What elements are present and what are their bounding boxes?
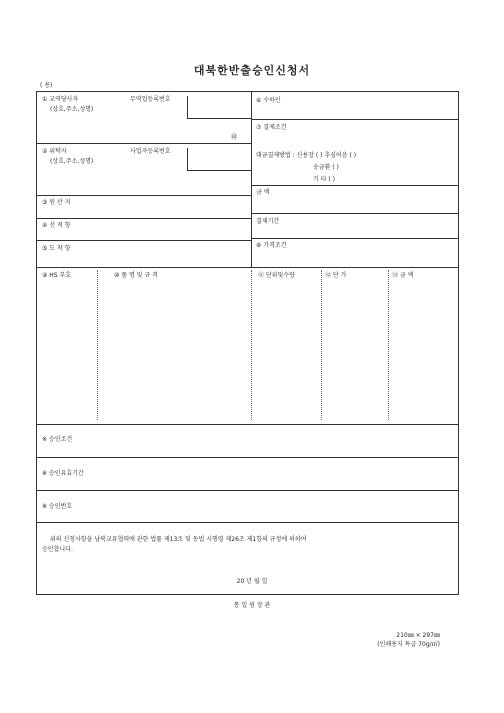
approval-conditions-label: ※ 승인조건 (42, 436, 73, 443)
delegate-label: ② 위탁자 (42, 148, 67, 155)
declaration-line1: 위의 신청사항을 남북교류협력에 관한 법률 제13조 및 동법 시행령 제26조 제1항의 규정에 의하여 (50, 536, 307, 543)
arrival-port-label: ⑤ 도 착 항 (42, 245, 71, 252)
hs-code-header: ⑨ HS 부호 (42, 272, 72, 279)
unit-price-header: ⑫ 단 가 (325, 272, 347, 279)
approval-number-label: ※ 승인번호 (42, 503, 73, 510)
payment-period-label: 결제기간 (256, 218, 280, 225)
payment-terms-label: ⑦ 결제조건 (256, 124, 287, 131)
other-label: 기 타 ( ) (313, 176, 335, 183)
trader-sub: (상호,주소,성명) (50, 106, 94, 113)
name-spec-header: ⑩ 품 명 및 규 격 (114, 272, 158, 279)
biz-reg-no-label: 사업자등록번호 (130, 148, 171, 155)
origin-label: ③ 원 산 지 (42, 199, 71, 206)
loading-port-label: ④ 선 적 항 (42, 222, 71, 229)
copy-label: ( 용) (40, 82, 53, 89)
seal-mark: ㊞ (231, 134, 238, 141)
declaration-line2: 승인합니다. (42, 546, 73, 553)
declaration-date: 20 년 월 일 (236, 578, 268, 585)
approval-validity-label: ※ 승인유효기간 (42, 470, 84, 477)
trader-label: ① 교역당사자 (42, 96, 79, 103)
payment-method-label: 대금결제방법 : 신용장 ( ) 추심어음 ( ) (256, 152, 357, 159)
price-terms-label: ⑧ 가격조건 (256, 242, 287, 249)
consignee-label: ⑥ 수하인 (256, 97, 281, 104)
amount-label: 금 액 (256, 189, 270, 196)
amount-header: ⑬ 금 액 (392, 272, 414, 279)
form-title: 대북한반출승인신청서 (193, 64, 311, 77)
remittance-label: 송금환 ( ) (313, 164, 339, 171)
unit-qty-header: ⑪ 단위및수량 (258, 272, 295, 279)
declaration-authority: 통 일 원 장 관 (233, 602, 271, 609)
delegate-sub: (상호,주소,성명) (50, 158, 94, 165)
items-table-body[interactable] (37, 282, 458, 423)
paper-spec: (인쇄용지 특급 70g/㎡) (377, 641, 440, 648)
paper-size: 210㎜ × 297㎜ (396, 632, 440, 639)
trade-reg-no-label: 무역업등록번호 (130, 96, 171, 103)
